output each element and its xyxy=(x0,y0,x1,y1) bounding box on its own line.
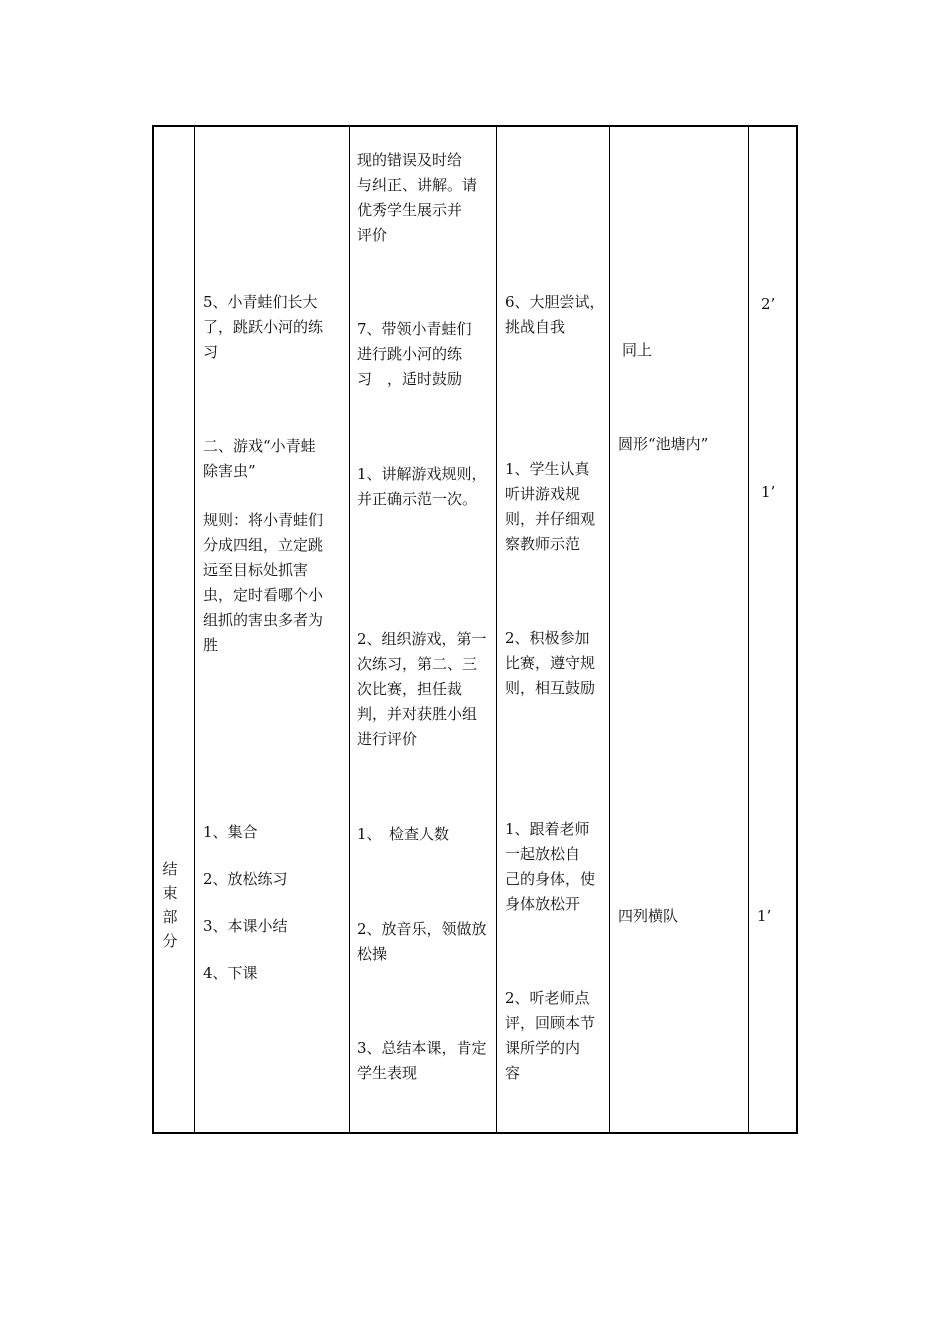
section-label-char: 结 xyxy=(162,860,178,878)
teacher-summary: 3、总结本课，肯定 学生表现 xyxy=(357,1039,487,1082)
section-label-ending xyxy=(160,857,180,953)
teacher-explain-rules: 1、讲解游戏规则， 并正确示范一次。 xyxy=(357,465,487,508)
organization-circle: 圆形“池塘内” xyxy=(618,435,709,453)
column-divider xyxy=(349,127,350,1132)
teacher-correction: 现的错误及时给 与纠正、讲解。请 优秀学生展示并 评价 xyxy=(357,151,478,244)
organization-same: 同上 xyxy=(622,341,653,359)
teacher-lead-jump: 7、带领小青蛙们 进行跳小河的练 习 ，适时鼓励 xyxy=(357,320,472,388)
column-divider xyxy=(496,127,497,1132)
teacher-music: 2、放音乐，领做放 松操 xyxy=(357,920,487,963)
game-rules: 规则：将小青蛙们 分成四组，立定跳 远至目标处抓害 虫，定时看哪个小 组抓的害虫多者为 胜 xyxy=(203,511,324,654)
section-label-char: 束 xyxy=(162,884,178,902)
student-listen-rules: 1、学生认真 听讲游戏规 则，并仔细观 察教师示范 xyxy=(505,460,596,553)
ending-item: 1、集合 xyxy=(203,823,258,841)
teacher-check-count: 1、 检查人数 xyxy=(357,825,450,843)
organization-rows: 四列横队 xyxy=(618,907,679,925)
student-bold-try: 6、大胆尝试， 挑战自我 xyxy=(505,293,605,336)
time-value: 2’ xyxy=(761,295,776,313)
column-divider xyxy=(609,127,610,1132)
column-divider xyxy=(194,127,195,1132)
time-value: 1’ xyxy=(761,483,776,501)
student-relax: 1、跟着老师 一起放松自 己的身体，使 身体放松开 xyxy=(505,820,596,913)
time-value: 1’ xyxy=(757,907,772,925)
ending-item: 3、本课小结 xyxy=(203,917,288,935)
student-review: 2、听老师点 评，回顾本节 课所学的内 容 xyxy=(505,989,596,1082)
section-label-char: 部 xyxy=(162,908,178,926)
column-divider xyxy=(748,127,749,1132)
ending-item: 4、下课 xyxy=(203,964,258,982)
game-title: 二、游戏“小青蛙 除害虫” xyxy=(203,437,316,480)
teacher-organize-game: 2、组织游戏，第一 次练习，第二、三 次比赛，担任裁 判，并对获胜小组 进行评价 xyxy=(357,630,487,748)
section-label-char: 分 xyxy=(162,932,178,950)
ending-item: 2、放松练习 xyxy=(203,870,288,888)
frog-practice-content: 5、小青蛙们长大 了，跳跃小河的练 习 xyxy=(203,293,324,361)
student-participate: 2、积极参加 比赛，遵守规 则，相互鼓励 xyxy=(505,629,596,697)
